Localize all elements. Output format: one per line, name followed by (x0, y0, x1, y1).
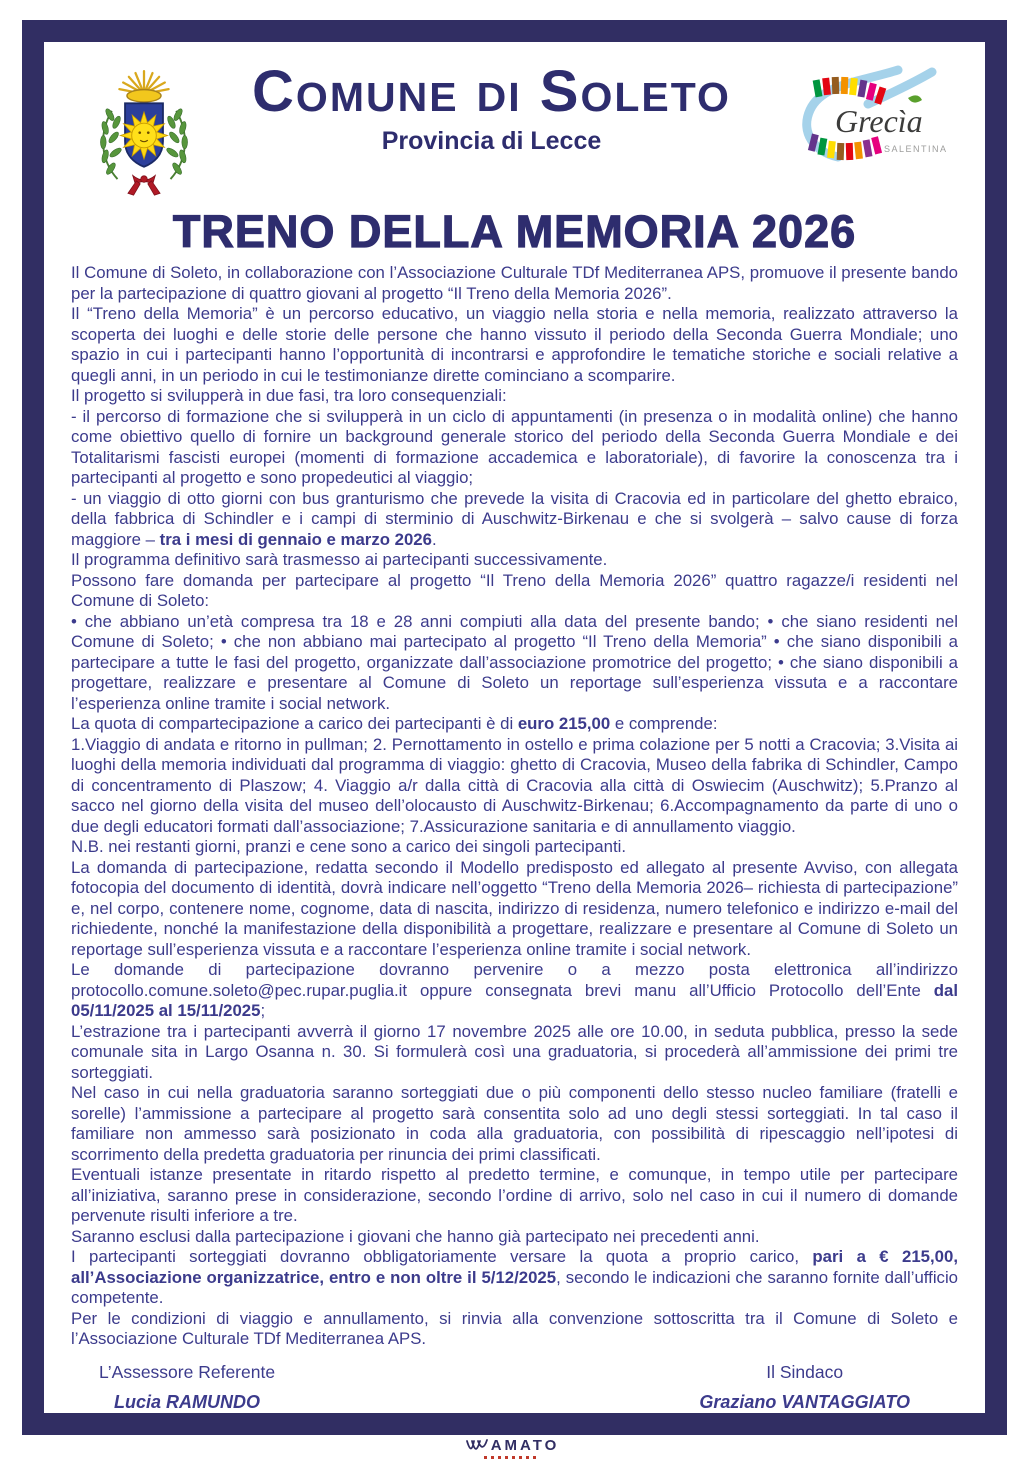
municipality-title: Comune di Soleto (252, 59, 731, 124)
signature-right (699, 1362, 910, 1413)
paragraph: Eventuali istanze presentate in ritardo rispetto al predetto termine, e comunque, in tempo utile per partecipare all’iniziativa, saranno prese in considerazione, secondo l’ordine di arrivo, solo nel caso in cui il numero di domande pervenute risulti inferiore a tre. (71, 1165, 958, 1225)
paragraph: Il progetto si svilupperà in due fasi, tra loro consequenziali: (71, 386, 507, 405)
leaf-accent-icon (908, 95, 922, 102)
paragraph: Il “Treno della Memoria” è un percorso educativo, un viaggio nella storia e nella memoria, realizzato attraverso la scoperta dei luoghi e delle storie delle persone che hanno vissuto il periodo della Seconda Guerra Mondiale; uno spazio in cui i partecipanti hanno l’opportunità di incontrarsi e approfondire le tematiche storiche e sociali relative a quegli anni, in un periodo in cui le testimonianze dirette cominciano a scomparire. (71, 304, 958, 385)
signature-left-name: Lucia RAMUNDO (114, 1391, 261, 1412)
grecia-salentina-logo (780, 60, 958, 182)
paragraph: • che abbiano un’età compresa tra 18 e 28 anni compiuti alla data del presente bando; • che siano residenti nel Comune di Soleto; • che non abbiano mai partecipato al progetto “Il Treno della Memoria” • che siano disponibili a partecipare a tutte le fasi del progetto, organizzate dall’associazione promotrice del progetto; • che siano disponibili a progettare, realizzare e presentare al Comune di Soleto un reportage sull’esperienza vissuta e a raccontare l’esperienza online tramite i social network. (71, 611, 958, 713)
print-logo-tagline (484, 1456, 540, 1459)
paragraph: Il Comune di Soleto, in collaborazione con l’Associazione Culturale TDf Mediterranea APS, promuove il presente bando per la partecipazione di quattro giovani al progetto “Il Treno della Memoria 2026”. (71, 263, 958, 303)
header (71, 56, 958, 198)
paragraph: Saranno esclusi dalla partecipazione i giovani che hanno già partecipato nei precedenti anni. (71, 1226, 760, 1246)
paragraph: Il programma definitivo sarà trasmesso ai partecipanti successivamente. (71, 550, 608, 569)
partner-subtitle: SALENTINA (884, 144, 948, 154)
signature-left (99, 1362, 275, 1413)
paragraph: Nel caso in cui nella graduatoria saranno sorteggiati due o più componenti dello stesso nucleo familiare (fratelli e sorelle) l’ammissione a partecipare al progetto sarà consentita solo ad uno degli stessi sorteggiati. In tal caso il familiare non ammesso sarà posizionato in coda alla graduatoria, con possibilità di ripescaggio nell’ipotesi di scorrimento della predetta graduatoria per rinuncia dei primi classificati. (71, 1083, 958, 1164)
paragraph: Per le condizioni di viaggio e annullamento, si rinvia alla convenzione sottoscritta tra il Comune di Soleto e l’Associazione Culturale TDf Mediterranea APS. (71, 1308, 958, 1348)
paragraph: Possono fare domanda per partecipare al progetto “Il Treno della Memoria 2026” quattro ragazze/i residenti nel Comune di Soleto: (71, 570, 958, 610)
print-logo-flourish-icon (465, 1438, 489, 1454)
header-titles (203, 56, 780, 156)
paragraph: - il percorso di formazione che si svilupperà in un ciclo di appuntamenti (in presenza o in modalità online) che hanno come obiettivo quello di fornire un background generale storico del periodo della Seconda Guerra Mondiale e dei Totalitarismi fascisti europei (momenti di formazione accademica e laboratoriale), di favorire la conoscenza tra i partecipanti al progetto e sono propedeutici al viaggio; (71, 406, 958, 487)
page-title: TRENO DELLA MEMORIA 2026 (172, 206, 857, 257)
document-border-frame (22, 20, 1007, 1435)
paragraph: 1.Viaggio di andata e ritorno in pullman; 2. Pernottamento in ostello e prima colazione per 5 notti a Cracovia; 3.Visita ai luoghi della memoria individuati dal programma di viaggio: ghetto di Cracovia, Museo della fabrika di Schindler, Campo di concentramento di Plaszow; 4. Viaggio a/r dalla città di Cracovia alla città di Oswiecim (Auschwitz); 5.Pranzo al sacco nel giorno della visita del museo dell’olocausto di Auschwitz-Birkenau; 6.Accompagnamento da parte di uno o due degli educatori formati dall’associazione; 7.Assicurazione sanitaria e di annullamento viaggio. (71, 734, 958, 836)
province-subtitle: Provincia di Lecce (381, 126, 602, 155)
paragraph: La quota di compartecipazione a carico dei partecipanti è di euro 215,00 e comprende: (71, 714, 718, 733)
paragraph: La domanda di partecipazione, redatta secondo il Modello predisposto ed allegato al presente Avviso, con allegata fotocopia del documento di identità, dovrà indicare nell’oggetto “Treno della Memoria 2026– richiesta di partecipazione” e, nel corpo, contenere nome, cognome, data di nascita, indirizzo di residenza, numero telefonico e indirizzo e-mail del richiedente, nonché la manifestazione della disponibilità a progettare, realizzare e presentare al Comune di Soleto un reportage sull’esperienza vissuta e a raccontare l’esperienza online tramite i social network. (71, 857, 958, 959)
soleto-coat-of-arms-icon (85, 56, 203, 198)
body-text (71, 263, 958, 1350)
signature-right-name: Graziano VANTAGGIATO (699, 1391, 910, 1412)
document-content (44, 56, 985, 1413)
paragraph: N.B. nei restanti giorni, pranzi e cene sono a carico dei singoli partecipanti. (71, 837, 627, 856)
paragraph: Le domande di partecipazione dovranno pervenire o a mezzo posta elettronica all’indirizzo protocollo.comune.soleto@pec.rupar.puglia.it oppure consegnata brevi manu all’Ufficio Protocollo dell’Ente dal 05/11/2025 al 15/11/2025; (71, 960, 958, 1020)
paragraph: L’estrazione tra i partecipanti avverrà il giorno 17 novembre 2025 alle ore 10.00, in seduta pubblica, presso la sede comunale sita in Largo Osanna n. 30. Si formulerà così una graduatoria, si procederà all’ammissione dei primi tre sorteggiati. (71, 1021, 958, 1082)
signatures (71, 1362, 958, 1413)
print-logo-text: AMATO (490, 1437, 560, 1454)
partner-name: Grecìa (835, 103, 923, 139)
signature-left-role: L’Assessore Referente (99, 1361, 276, 1382)
paragraph: - un viaggio di otto giorni con bus granturismo che prevede la visita di Cracovia ed in particolare del ghetto ebraico, della fabbrica di Schindler e i campi di sterminio di Auschwitz-Birkenau e che si svolgerà – salvo cause di forza maggiore – tra i mesi di gennaio e marzo 2026. (71, 488, 958, 549)
print-shop-logo (0, 1437, 1024, 1459)
signature-right-role: Il Sindaco (766, 1361, 844, 1382)
paragraph: I partecipanti sorteggiati dovranno obbligatoriamente versare la quota a proprio carico, pari a € 215,00, all’Associazione organizzatrice, entro e non oltre il 5/12/2025, secondo le indicazioni che saranno fornite dall’ufficio competente. (71, 1247, 959, 1307)
